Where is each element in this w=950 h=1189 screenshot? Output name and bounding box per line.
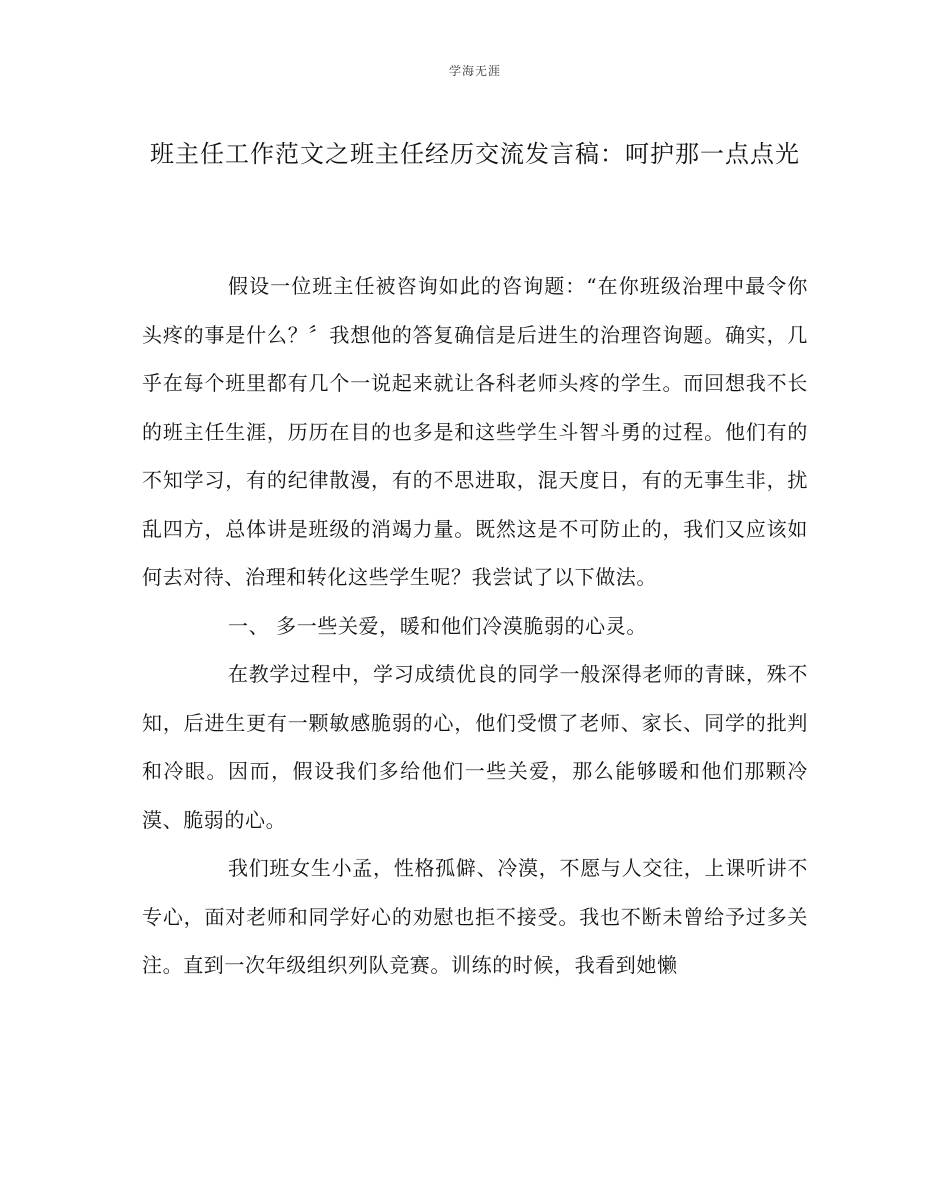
- paragraph-care: 在教学过程中，学习成绩优良的同学一般深得老师的青睐，殊不知，后进生更有一颗敏感脆弱的心，他们受惯了老师、家长、同学的批判和冷眼。因而，假设我们多给他们一些关爱，那么能够暖和他们那颗冷漠、脆弱的心。: [142, 662, 808, 832]
- paragraph-intro: 假设一位班主任被咨询如此的咨询题：“在你班级治理中最令你头疼的事是什么？〞我想他的答复确信是后进生的治理咨询题。确实，几乎在每个班里都有几个一说起来就让各科老师头疼的学生。而回想我不长的班主任生涯，历历在目的也多是和这些学生斗智斗勇的过程。他们有的不知学习，有的纪律散漫，有的不思进取，混天度日，有的无事生非，扰乱四方，总体讲是班级的消竭力量。既然这是不可防止的，我们又应该如何去对待、治理和转化这些学生呢？我尝试了以下做法。: [142, 274, 808, 589]
- page-header: 学海无涯: [448, 64, 501, 78]
- paragraph-example: 我们班女生小孟，性格孤僻、冷漠，不愿与人交往，上课听讲不专心，面对老师和同学好心的劝慰也拒不接受。我也不断未曾给予过多关注。直到一次年级组织列队竞赛。训练的时候，我看到她懒: [142, 856, 808, 977]
- section-heading-one: 一、 多一些关爱，暖和他们冷漠脆弱的心灵。: [228, 613, 647, 638]
- document-title: 班主任工作范文之班主任经历交流发言稿：呵护那一点点光: [150, 140, 800, 168]
- document-body: [142, 262, 808, 990]
